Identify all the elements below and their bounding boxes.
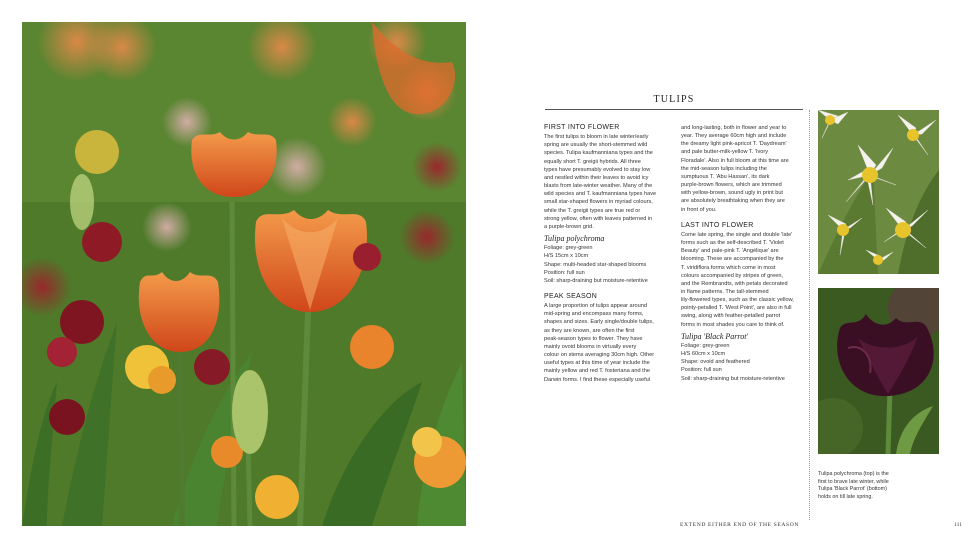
section-heading-last-into-flower: LAST INTO FLOWER <box>681 221 754 229</box>
page-title: TULIPS <box>653 94 695 105</box>
paragraph-first-into-flower: The first tulips to bloom in late winter/early spring are usually the short-stemmed wild species. Tulipa kaufmanniana types and the equally short T. greigii hybrids. All three types have presumably evolved to stay low and nestled within their leaves to avoid icy blasts from late-winter weather. Many of the wild species and T. kaufmanniana types have small star-shaped flowers in myriad colours, while the T. greigii types are true red or strong yellow, often with leaves patterned in a purple-brown grid. <box>544 134 657 230</box>
column-divider <box>809 110 810 520</box>
page-number: 111 <box>954 522 962 528</box>
plant-name-black-parrot: Tulipa 'Black Parrot' <box>681 331 749 341</box>
text-column-1 <box>544 124 668 384</box>
plant-specs-polychroma: Foliage: grey-green H/S 15cm x 10cm Shape: multi-headed star-shaped blooms Position: full sun Soil: sharp-draining but moisture-retentive <box>544 245 648 284</box>
section-heading-first-into-flower: FIRST INTO FLOWER <box>544 124 620 131</box>
tulip-bed-illustration <box>22 22 466 526</box>
polychroma-illustration <box>818 110 939 274</box>
plant-name-polychroma: Tulipa polychroma <box>544 234 605 244</box>
running-footer: EXTEND EITHER END OF THE SEASON <box>680 522 800 528</box>
paragraph-last-into-flower: Come late spring, the single and double 'late' forms such as the self-described T. 'Violet Beauty' and pale-pink T. 'Angélique' are blooming. These are accompanied by the T. viridiflora forms which come in most colours accompanied by stripes of green, and the Rembrandts, with petals decorated in flame patterns. The tall-stemmed lily-flowered types, such as the classic yellow, pointy-petalled T. 'West Point', are also in full swing, along with feather-petalled parrot forms in most shades you care to think of. <box>681 231 794 328</box>
paragraph-peak-season-continued: and long-lasting, both in flower and year to year. They average 60cm high and include the dreamy light pink-apricot T. 'Daydream' and pale butter-milk-yellow T. 'Ivory Floradale'. Also in full bloom at this time are the mid-season tulips including the sumptuous T. 'Abu Hassan', its dark purple-brown flowers, which are trimmed with yellow-brown, sound ugly in print but are absolutely breathtaking when they are in front of you. <box>681 125 789 213</box>
text-column-2 <box>681 124 805 383</box>
paragraph-peak-season: A large proportion of tulips appear around mid-spring and encompass many forms, shapes and sizes. Early single/double tulips, as they are known, are often the first peak-season types to flower. They have mainly ovoid blooms in virtually every colour on stems averaging 30cm high. Other useful types at this time of year include the mainly yellow and red T. fosteriana and the Darwin forms. I find these especially useful <box>544 303 655 383</box>
black-parrot-illustration <box>818 288 939 454</box>
tulipa-polychroma-photo <box>818 110 939 274</box>
plant-specs-black-parrot: Foliage: grey-green H/S 60cm x 10cm Shape: ovoid and feathered Position: full sun Soil: sharp-draining but moisture-retentive <box>681 342 785 382</box>
photo-caption: Tulipa polychroma (top) is the first to brave late winter, while Tulipa 'Black Parrot' (bottom) holds on till late spring. <box>818 471 889 500</box>
title-rule <box>545 109 803 110</box>
section-heading-peak-season: PEAK SEASON <box>544 292 598 300</box>
tulip-black-parrot-photo <box>818 288 939 454</box>
tulip-bed-photo <box>22 22 466 526</box>
